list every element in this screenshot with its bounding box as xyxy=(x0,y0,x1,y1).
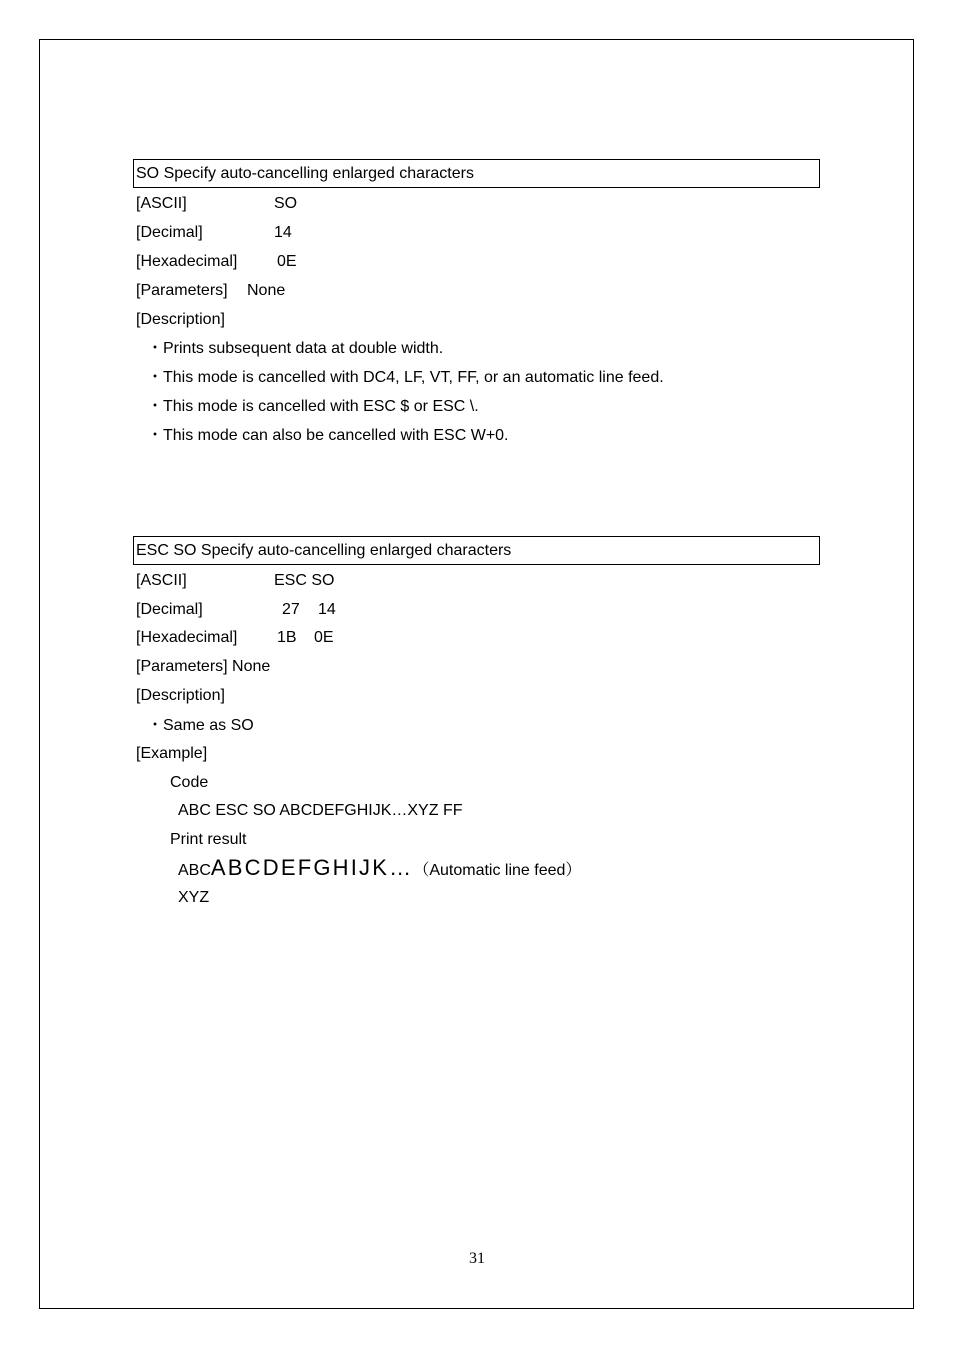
esc-so-hex-label: [Hexadecimal] xyxy=(136,629,238,646)
esc-so-params: [Parameters] None xyxy=(136,658,271,675)
esc-so-decimal-value-2: 14 xyxy=(318,601,336,618)
so-hex-label: [Hexadecimal] xyxy=(136,253,238,270)
so-bullet-4: ・This mode can also be cancelled with ESC W+0. xyxy=(147,427,509,444)
esc-so-bullet: ・Same as SO xyxy=(147,717,254,734)
esc-so-decimal-value-1: 27 xyxy=(282,601,300,618)
esc-so-title-box: ESC SO Specify auto-cancelling enlarged characters xyxy=(133,536,820,565)
esc-so-hex-value-1: 1B xyxy=(277,629,297,646)
so-params-value: None xyxy=(247,282,286,299)
so-params-label: [Parameters] xyxy=(136,282,228,299)
so-hex-value: 0E xyxy=(277,253,297,270)
code-value: ABC ESC SO ABCDEFGHIJK…XYZ FF xyxy=(178,802,463,819)
result-note-text: （Automatic line feed） xyxy=(413,862,582,879)
example-label: [Example] xyxy=(136,745,208,762)
so-decimal-label: [Decimal] xyxy=(136,224,203,241)
so-title-box: SO Specify auto-cancelling enlarged characters xyxy=(133,159,820,188)
print-result-line-2: XYZ xyxy=(178,889,210,906)
result-normal-text: ABC xyxy=(178,862,211,879)
print-result-line-1 xyxy=(178,857,581,882)
esc-so-hex-value-2: 0E xyxy=(314,629,334,646)
esc-so-ascii-value: ESC SO xyxy=(274,572,335,589)
so-bullet-3: ・This mode is cancelled with ESC $ or ESC \. xyxy=(147,398,479,415)
so-ascii-label: [ASCII] xyxy=(136,195,187,212)
result-enlarged-text: ABCDEFGHIJK… xyxy=(210,855,414,880)
code-label: Code xyxy=(170,774,209,791)
so-bullet-1: ・Prints subsequent data at double width. xyxy=(147,340,444,357)
print-result-label: Print result xyxy=(170,831,247,848)
so-description-label: [Description] xyxy=(136,311,225,328)
esc-so-ascii-label: [ASCII] xyxy=(136,572,187,589)
esc-so-decimal-label: [Decimal] xyxy=(136,601,203,618)
so-ascii-value: SO xyxy=(274,195,298,212)
esc-so-description-label: [Description] xyxy=(136,687,225,704)
so-decimal-value: 14 xyxy=(274,224,292,241)
so-bullet-2: ・This mode is cancelled with DC4, LF, VT, FF, or an automatic line feed. xyxy=(147,369,664,386)
page-number: 31 xyxy=(469,1250,485,1267)
